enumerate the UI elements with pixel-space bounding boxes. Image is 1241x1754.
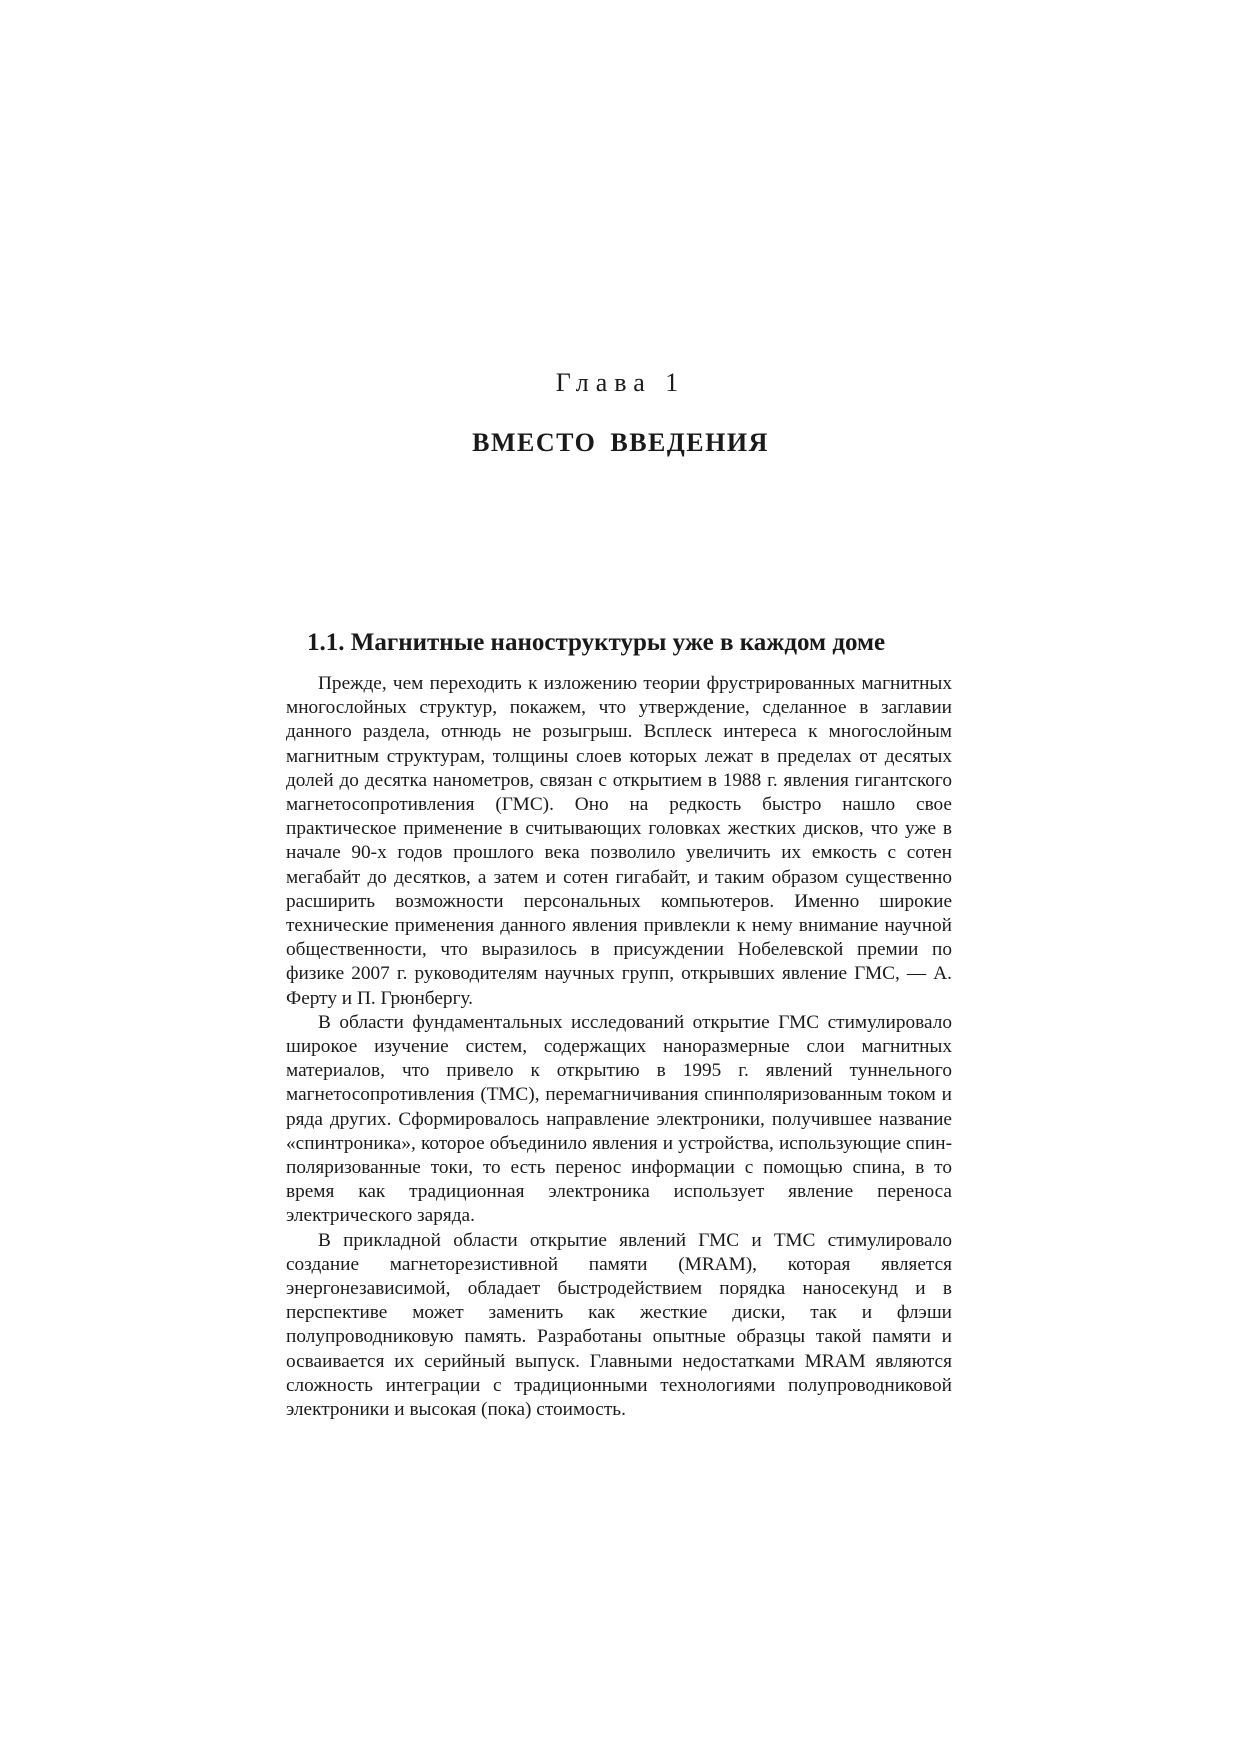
paragraph-2: В области фундаментальных исследований открытие ГМС стимулировало широкое изучение систем, содержащих наноразмерные слои магнитных материалов, что привело к открытию в 1995 г. явлений туннельного магнетосопротивления (ТМС), перемагничивания спинполяризованным током и ряда других. Сформировалось направление электроники, получившее название «спинтроника», которое объединило явления и устройства, использующие спин-поляризованные токи, то есть перенос информации с помощью спина, в то время как традиционная электроника использует явление переноса электрического заряда. (286, 1011, 952, 1227)
paragraph-1: Прежде, чем переходить к изложению теории фрустрированных магнитных многослойных структур, покажем, что утверждение, сделанное в заглавии данного раздела, отнюдь не розыгрыш. Всплеск интереса к многослойным магнитным структурам, толщины слоев которых лежат в пределах от десятых долей до десятка нанометров, связан с открытием в 1988 г. явления гигантского магнетосопротивления (ГМС). Оно на редкость быстро нашло свое практическое применение в считывающих головках жестких дисков, что уже в начале 90-х годов прошлого века позволило увеличить их емкость с сотен мегабайт до десятков, а затем и сотен гигабайт, и таким образом существенно расширить возможности персональных компьютеров. Именно широкие технические применения данного явления привлекли к нему внимание научной общественности, что выразилось в присуждении Нобелевской премии по физике 2007 г. руководителям научных групп, открывших явление ГМС, — А. Ферту и П. Грюнбергу. (286, 673, 952, 1009)
chapter-label: Глава 1 (555, 368, 686, 397)
section-body (286, 672, 952, 1422)
section-title: 1.1. Магнитные наноструктуры уже в каждом доме (307, 629, 886, 656)
chapter-title: ВМЕСТО ВВЕДЕНИЯ (472, 428, 769, 457)
paragraph-3: В прикладной области открытие явлений ГМС и ТМС стимулировало создание магнеторезистивной памяти (MRAM), которая является энергонезависимой, обладает быстродействием порядка наносекунд и в перспективе может заменить как жесткие диски, так и флэши полупроводниковую память. Разработаны опытные образцы такой памяти и осваивается их серийный выпуск. Главными недостатками MRAM являются сложность интеграции с традиционными технологиями полупроводниковой электроники и высокая (пока) стоимость. (286, 1229, 952, 1421)
